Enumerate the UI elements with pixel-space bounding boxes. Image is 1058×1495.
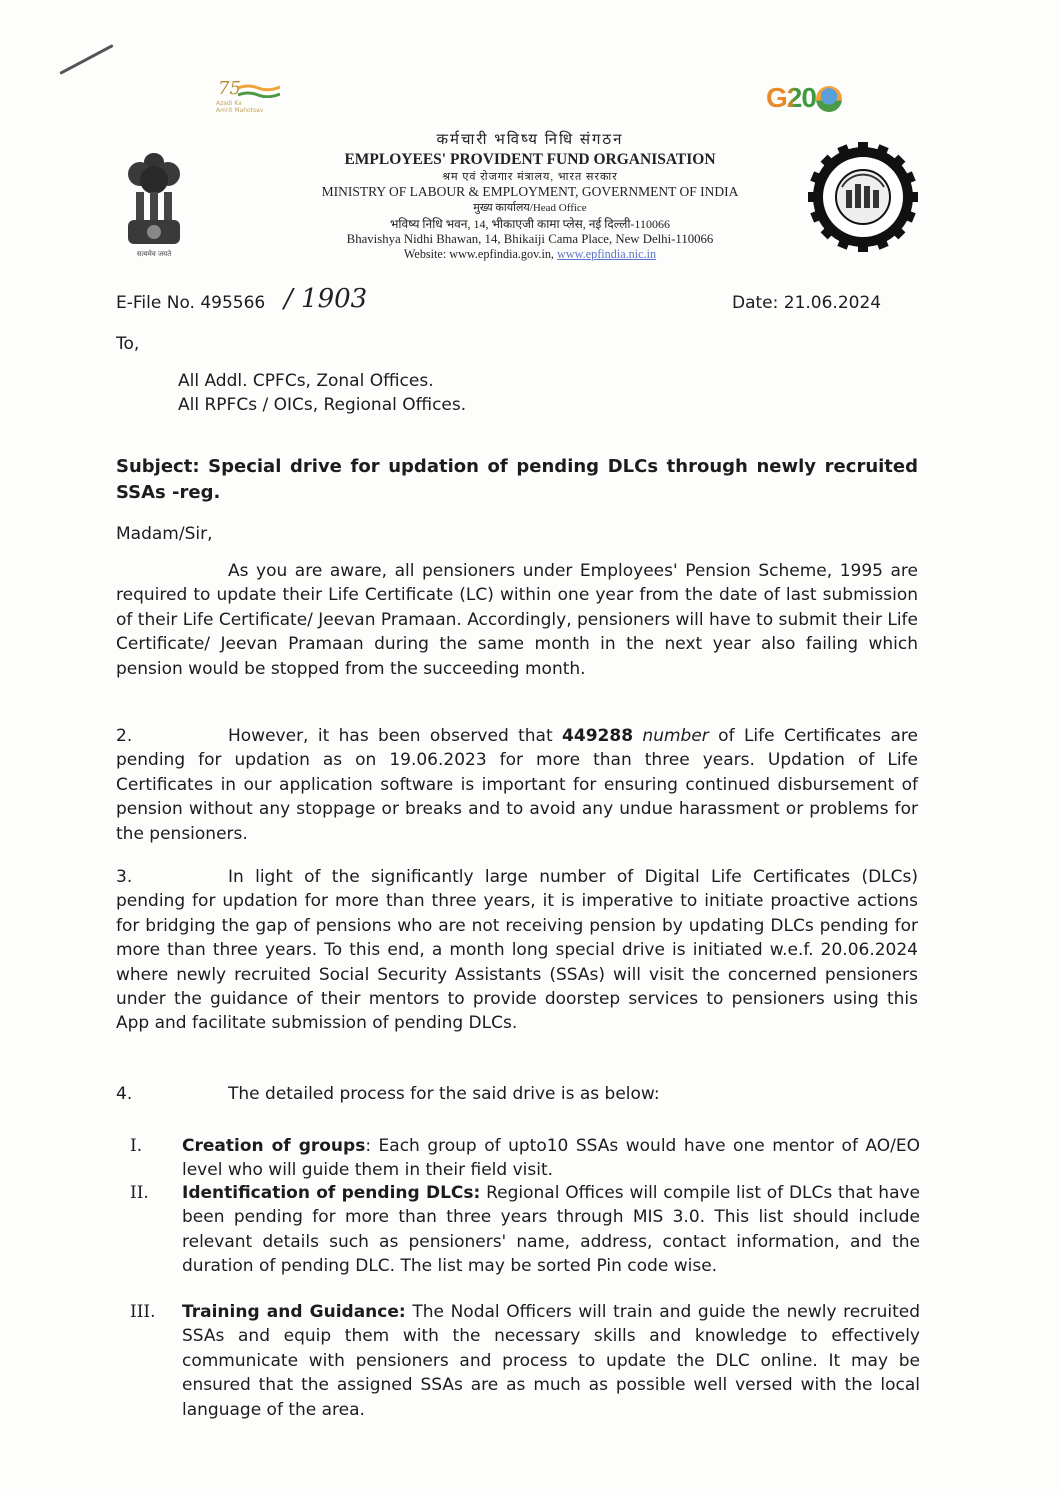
- addressee: All RPFCs / OICs, Regional Offices.: [178, 395, 467, 415]
- flag-wave-icon: [238, 84, 280, 98]
- list-item-text: : Each group of upto10 SSAs would have one mentor of AO/EO level who will guide them in their field visit.: [182, 1136, 920, 1181]
- svg-text:सत्यमेव जयते: सत्यमेव जयते: [136, 250, 172, 258]
- process-list-item: [130, 1181, 920, 1279]
- pending-lc-count: 449288: [562, 726, 634, 746]
- list-numeral: I.: [130, 1136, 143, 1156]
- process-list-item: [130, 1300, 920, 1422]
- to-label: To,: [116, 334, 140, 354]
- paragraph-number: 3.: [116, 867, 133, 887]
- list-item-text: The Nodal Officers will train and guide the newly recruited SSAs and equip them with the necessary skills and knowledge to effectively communicate with pensioners and process to update the DLC online. It may be ensured that the assigned SSAs are as much as possible well versed with the local language of the area.: [182, 1302, 921, 1420]
- salutation: Madam/Sir,: [116, 524, 213, 544]
- website-link[interactable]: www.epfindia.nic.in: [557, 247, 657, 261]
- list-item-title: Training and Guidance:: [182, 1302, 406, 1322]
- paragraph-text-italic: number: [633, 726, 709, 746]
- address-english: Bhavishya Nidhi Bhawan, 14, Bhikaiji Cama Place, New Delhi-110066: [346, 232, 714, 246]
- org-name-english: EMPLOYEES' PROVIDENT FUND ORGANISATION: [344, 151, 716, 168]
- list-item-title: Creation of groups: [182, 1136, 366, 1156]
- org-name-hindi: कर्मचारी भविष्य निधि संगठन: [436, 132, 624, 148]
- logo-75-text: 75: [218, 78, 241, 99]
- paragraph-number: 4.: [116, 1084, 133, 1104]
- g20-logo: [766, 82, 846, 122]
- office-label: मुख्य कार्यालय/Head Office: [473, 202, 587, 214]
- website-label: Website: www.epfindia.gov.in,: [403, 247, 558, 261]
- paragraph-3: [116, 865, 918, 1036]
- ministry-hindi: श्रम एवं रोजगार मंत्रालय, भारत सरकार: [442, 171, 618, 183]
- g20-text: G20: [766, 82, 816, 113]
- website-line: [230, 247, 830, 262]
- g20-lotus-icon: [816, 86, 842, 112]
- paragraph-text: of Life Certificates are pending for updation as on 19.06.2023 for more than three years. Updation of Life Certificates in our application software is important for ensuring continued disbursement of pension without any stoppage or breaks and to avoid any undue harassment or problems for the pensioners.: [116, 726, 919, 844]
- list-item-text: Regional Offices will compile list of DLCs that have been pending for more than three years through MIS 3.0. This list should include relevant details such as pensioners' name, address, contact information, and the duration of pending DLC. The list may be sorted Pin code wise.: [182, 1183, 921, 1277]
- paragraph-text: In light of the significantly large number of Digital Life Certificates (DLCs) pending for updation for more than three years, it is imperative to initiate proactive actions for bridging the gap of pensions who are not receiving pension by updating DLCs pending for more than three years. To this end, a month long special drive is initiated w.e.f. 20.06.2024 where newly recruited Social Security Assistants (SSAs) will visit the concerned pensioners under the guidance of their mentors to provide doorstep services to pensioners using this App and facilitate submission of pending DLCs.: [116, 867, 918, 1034]
- efile-number: E-File No. 495566: [116, 293, 266, 313]
- paragraph-text: However, it has been observed that: [228, 726, 563, 746]
- letter-date: Date: 21.06.2024: [732, 293, 882, 313]
- staple-mark: [59, 44, 113, 75]
- list-numeral: II.: [130, 1183, 149, 1203]
- paragraph-2: [116, 724, 918, 846]
- handwritten-file-suffix: / 1903: [284, 284, 368, 314]
- process-list-item: [130, 1134, 920, 1183]
- paragraph-1: As you are aware, all pensioners under Employees' Pension Scheme, 1995 are required to update their Life Certificate (LC) within one year from the date of last submission of their Life Certificate/ Jeevan Pramaan. Accordingly, pensioners will have to submit their Life Certificate/ Jeevan Pramaan during the same month in the next year also failing which pension would be stopped from the succeeding month.: [116, 561, 918, 679]
- addressee: All Addl. CPFCs, Zonal Offices.: [178, 371, 434, 391]
- addressee-list: [178, 369, 466, 417]
- paragraph-text: The detailed process for the said drive is as below:: [228, 1084, 660, 1104]
- list-numeral: III.: [130, 1302, 156, 1322]
- ministry-english: MINISTRY OF LABOUR & EMPLOYMENT, GOVERNMENT OF INDIA: [321, 184, 739, 199]
- address-hindi: भविष्य निधि भवन, 14, भीकाएजी कामा प्लेस, नई दिल्ली-110066: [390, 217, 670, 231]
- subject-line: Subject: Special drive for updation of pending DLCs through newly recruited SSAs -reg.: [116, 456, 918, 503]
- logo-subtitle: Azadi Ka Amrit Mahotsav: [216, 100, 264, 114]
- list-item-title: Identification of pending DLCs:: [182, 1183, 481, 1203]
- azadi-ka-amrit-mahotsav-logo: [216, 78, 306, 118]
- national-emblem-icon: [122, 148, 186, 260]
- letterhead: [230, 129, 830, 262]
- paragraph-number: 2.: [116, 726, 133, 746]
- paragraph-4: [116, 1082, 918, 1106]
